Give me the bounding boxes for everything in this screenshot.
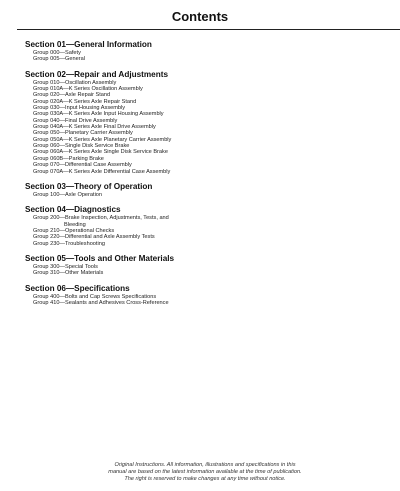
toc-entry[interactable]: Group 310—Other Materials [33, 270, 104, 277]
footer-line: The right is reserved to make changes at any time without notice. [124, 476, 286, 482]
footer-notice [40, 462, 370, 483]
page-title: Contents [171, 9, 229, 24]
section-title[interactable]: Section 04—Diagnostics [25, 205, 121, 215]
toc-entry[interactable]: Group 230—Troubleshooting [33, 240, 105, 247]
footer-line: manual are based on the latest information available at the time of publication. [108, 469, 302, 475]
toc-entry[interactable]: Group 220—Differential and Axle Assembly Tests [33, 234, 155, 241]
toc-entry[interactable]: Group 300—Special Tools [33, 263, 98, 270]
toc-entry[interactable]: Group 050—Planetary Carrier Assembly [33, 130, 133, 137]
footer-line: Original Instructions. All information, illustrations and specifications in this [114, 462, 296, 468]
section-02 [25, 70, 395, 175]
toc-entry[interactable]: Group 070—Differential Case Assembly [33, 162, 132, 169]
toc-entry[interactable]: Group 060A—K Series Axle Single Disk Service Brake [33, 149, 168, 156]
toc-entry[interactable]: Group 010A—K Series Oscillation Assembly [33, 86, 143, 93]
toc-entry[interactable]: Group 060—Single Disk Service Brake [33, 143, 130, 150]
section-title[interactable]: Section 03—Theory of Operation [25, 181, 153, 191]
toc-entry[interactable]: Group 210—Operational Checks [33, 227, 115, 234]
title-divider [17, 29, 400, 30]
section-06 [25, 284, 395, 307]
toc-entry[interactable]: Group 040A—K Series Axle Final Drive Assembly [33, 124, 156, 131]
toc-entry[interactable]: Group 020—Axle Repair Stand [33, 92, 111, 99]
toc-entry[interactable]: Group 010—Oscillation Assembly [33, 79, 117, 86]
section-title[interactable]: Section 01—General Information [25, 40, 152, 49]
section-05 [25, 254, 395, 277]
section-title[interactable]: Section 06—Specifications [25, 283, 130, 293]
section-title[interactable]: Section 02—Repair and Adjustments [25, 69, 169, 79]
section-01 [25, 40, 395, 63]
toc-entry[interactable]: Group 020A—K Series Axle Repair Stand [33, 98, 137, 105]
toc-entry[interactable]: Group 005—General [33, 56, 85, 63]
toc-entry[interactable]: Group 040—Final Drive Assembly [33, 117, 118, 124]
toc-entry[interactable]: Group 030—Input Housing Assembly [33, 105, 126, 112]
toc-entry[interactable]: Group 030A—K Series Axle Input Housing Assembly [33, 111, 164, 118]
toc-entry[interactable]: Group 000—Safety [33, 50, 81, 56]
toc-entry[interactable]: Group 060B—Parking Brake [33, 155, 104, 162]
toc-entry[interactable]: Group 050A—K Series Axle Planetary Carrier Assembly [33, 136, 172, 143]
toc-entry[interactable]: Group 100—Axle Operation [33, 191, 103, 198]
table-of-contents [25, 40, 395, 313]
section-03 [25, 182, 395, 198]
toc-entry-continuation[interactable]: Bleeding [64, 221, 86, 228]
toc-entry[interactable]: Group 200—Brake Inspection, Adjustments, Tests, and [33, 215, 169, 222]
toc-entry[interactable]: Group 400—Bolts and Cap Screws Specifications [33, 293, 157, 300]
section-title[interactable]: Section 05—Tools and Other Materials [25, 253, 175, 263]
toc-entry[interactable]: Group 410—Sealants and Adhesives Cross-Reference [33, 299, 169, 306]
toc-entry[interactable]: Group 070A—K Series Axle Differential Case Assembly [33, 168, 171, 175]
section-04 [25, 205, 395, 247]
